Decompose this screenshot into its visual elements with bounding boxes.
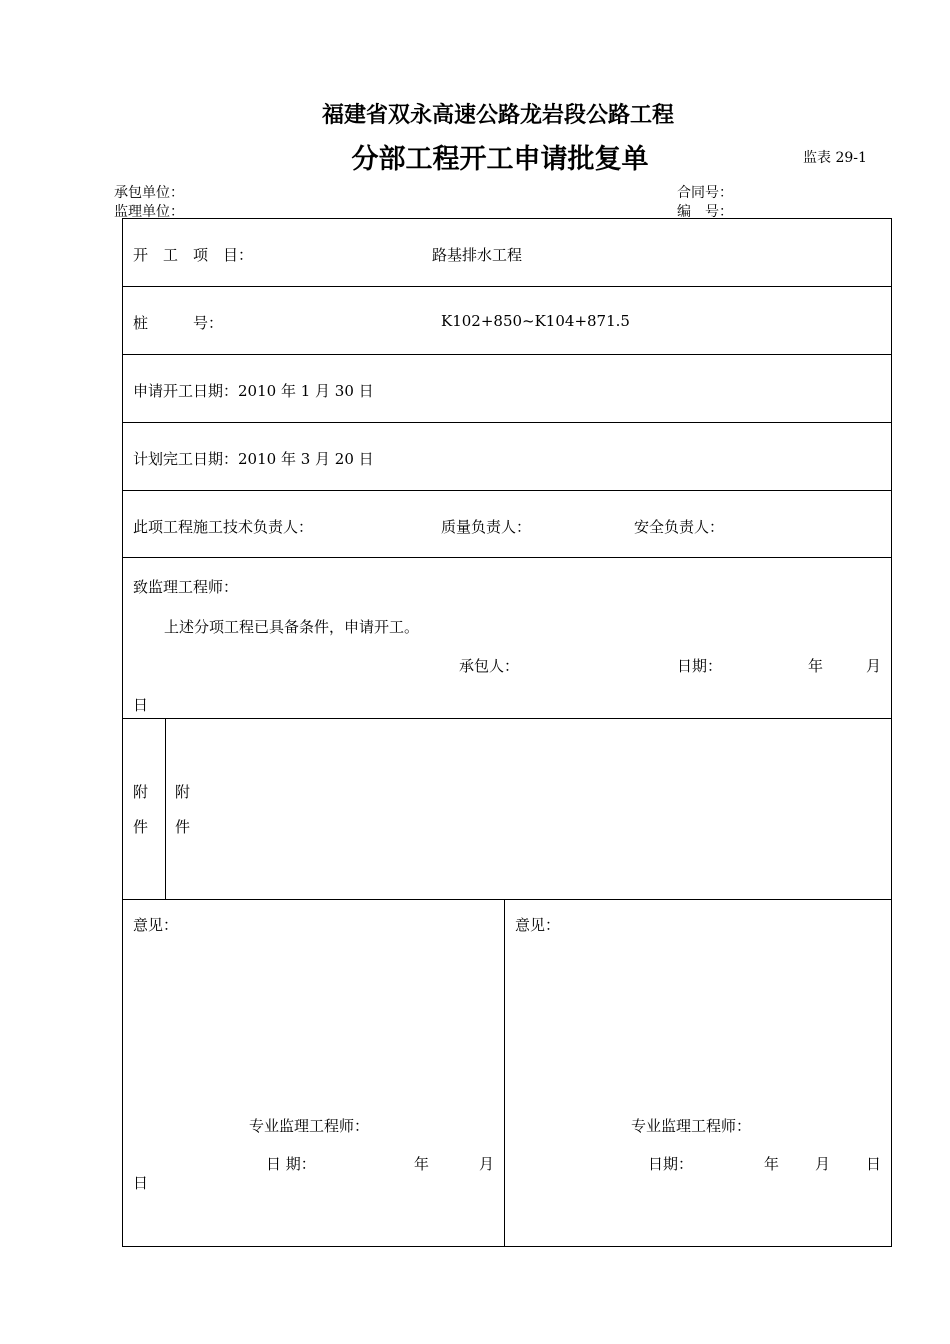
document-title-line1: 福建省双永高速公路龙岩段公路工程 [321,103,674,128]
left-year-label: 年 [414,1155,430,1173]
project-value: 路基排水工程 [432,246,523,264]
right-engineer-label: 专业监理工程师： [631,1117,752,1135]
left-opinion-label: 意见： [133,916,179,934]
left-month-label: 月 [479,1155,495,1173]
station-value: K102+850~K104+871.5 [441,312,630,330]
row-divider [122,422,892,423]
attachment-content: 件 [175,818,191,836]
request-body: 上述分项工程已具备条件，申请开工。 [164,618,420,636]
left-date-label: 日 期： [266,1155,316,1173]
left-engineer-label: 专业监理工程师： [249,1117,370,1135]
form-number: 监表 29-1 [803,150,867,166]
row-divider [122,354,892,355]
tech-lead-label: 此项工程施工技术负责人： [133,518,314,536]
supervisor-label: 监理单位： [114,204,184,220]
row-divider [122,490,892,491]
right-month-label: 月 [815,1155,831,1173]
request-day-label: 日 [133,696,149,714]
form-table [122,218,892,1247]
row-divider [122,718,892,719]
row-divider [122,557,892,558]
request-contractor-label: 承包人： [459,657,520,675]
attachment-side-label: 附 [133,783,149,801]
right-date-label: 日期： [648,1155,694,1173]
contractor-label: 承包单位： [114,185,184,201]
request-date-label: 日期： [677,657,723,675]
row-divider [122,899,892,900]
attachment-content: 附 [175,783,191,801]
project-label: 开 工 项 目： [133,246,254,264]
document-title-line2: 分部工程开工申请批复单 [351,144,649,175]
opinion-column-divider [504,899,505,1246]
attachment-side-label: 件 [133,818,149,836]
right-year-label: 年 [764,1155,780,1173]
right-day-label: 日 [866,1155,882,1173]
attachment-column-divider [165,718,166,899]
contract-no-label: 合同号： [677,185,733,201]
request-month-label: 月 [866,657,882,675]
right-opinion-label: 意见： [515,916,561,934]
start-date: 申请开工日期：2010 年 1 月 30 日 [133,382,374,400]
station-label: 桩 号： [133,314,224,332]
left-day-label: 日 [133,1174,149,1192]
finish-date: 计划完工日期：2010 年 3 月 20 日 [133,450,374,468]
request-addressee: 致监理工程师： [133,578,239,596]
quality-lead-label: 质量负责人： [441,518,532,536]
request-year-label: 年 [808,657,824,675]
row-divider [122,286,892,287]
safety-lead-label: 安全负责人： [634,518,725,536]
serial-no-label: 编 号： [677,204,733,220]
